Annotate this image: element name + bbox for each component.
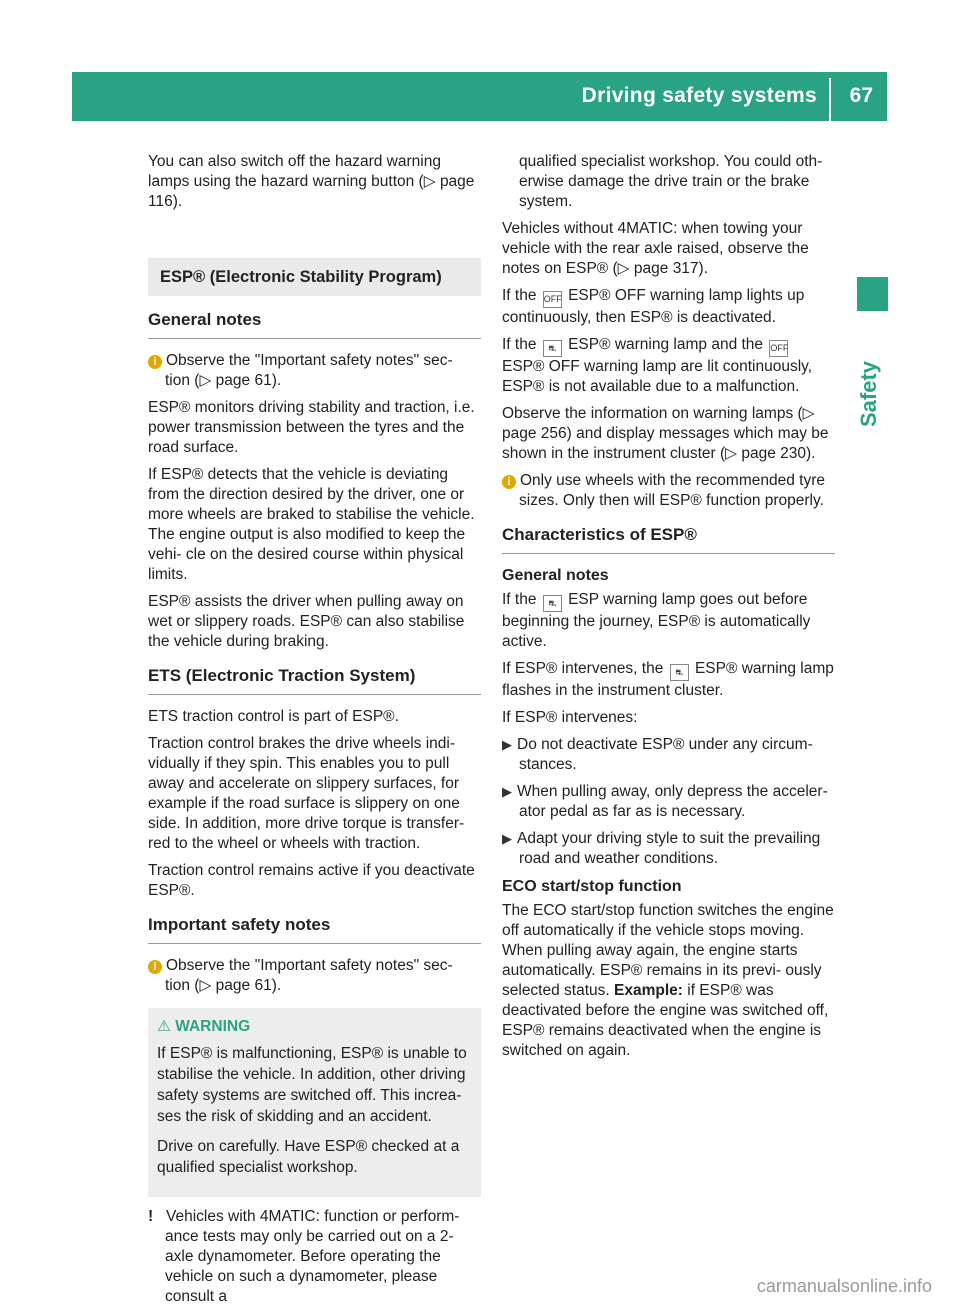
warning-triangle-icon: ⚠ — [157, 1018, 171, 1035]
list-item: ▶ Adapt your driving style to suit the prevailing road and weather conditions. — [502, 830, 821, 867]
skid-car-lamp-icon: ⛐ — [543, 340, 562, 357]
info-note: i Observe the "Important safety notes" sec- tion (▷ page 61). — [148, 351, 481, 391]
right-column — [502, 152, 835, 1068]
side-tab-label: Safety — [856, 360, 881, 427]
list-item: ▶ When pulling away, only depress the acceler- ator pedal as far as is necessary. — [502, 783, 828, 820]
paragraph: ESP® assists the driver when pulling away on wet or slippery roads. ESP® can also stabilise the vehicle during braking. — [148, 593, 465, 650]
side-tab-block — [857, 277, 888, 311]
paragraph: If the OFF ESP® OFF warning lamp lights up continuously, then ESP® is deactivated. — [502, 287, 805, 326]
esp-chapter-heading: ESP® (Electronic Stability Program) — [148, 258, 481, 296]
paragraph: If ESP® detects that the vehicle is deviating from the direction desired by the driver, one or more wheels are braked to stabilise the vehicle. The engine output is also modified to keep the vehi- cle on the desired course within physical limits. — [148, 466, 475, 583]
warning-text: If ESP® is malfunctioning, ESP® is unable to stabilise the vehicle. In addition, other driving safety systems are switched off. This increa- ses the risk of skidding and an accident. — [157, 1045, 467, 1125]
warning-box — [148, 1008, 481, 1197]
paragraph: Traction control brakes the drive wheels indi- vidually if they spin. This enables you to pull away and accelerate on slippery surfaces, for example if the road surface is slippery on one side. In addition, more drive torque is transfer- red to the wheel or wheels with traction. — [148, 735, 465, 852]
paragraph: Vehicles without 4MATIC: when towing your vehicle with the rear axle raised, observe the notes on ESP® (▷ page 317). — [502, 220, 809, 277]
section-title: Driving safety systems — [581, 84, 817, 107]
hazard-paragraph: You can also switch off the hazard warning lamps using the hazard warning button (▷ page 116). — [148, 153, 475, 210]
info-note: i Only use wheels with the recommended tyre sizes. Only then will ESP® function properly. — [502, 471, 835, 511]
paragraph: Traction control remains active if you deactivate ESP®. — [148, 862, 475, 899]
header-separator — [829, 78, 831, 121]
page-header — [72, 72, 887, 121]
info-icon: i — [502, 475, 516, 489]
continued-note: qualified specialist workshop. You could oth- erwise damage the drive train or the brake system. — [519, 153, 823, 210]
characteristics-heading: Characteristics of ESP® — [502, 525, 835, 554]
general-notes-heading: General notes — [148, 310, 481, 339]
paragraph: If the ⛐ ESP® warning lamp and the OFF ESP® OFF warning lamp are lit continuously, ESP® is not available due to a malfunction. — [502, 336, 813, 395]
watermark: carmanualsonline.info — [756, 1276, 932, 1296]
paragraph: If the ⛐ ESP warning lamp goes out before beginning the journey, ESP® is automatically active. — [502, 591, 811, 650]
chevron-right-icon: ▶ — [502, 737, 512, 752]
info-note: i Observe the "Important safety notes" sec- tion (▷ page 61). — [148, 956, 481, 996]
skid-car-lamp-icon: ⛐ — [670, 664, 689, 681]
list-item: ▶ Do not deactivate ESP® under any circum- stances. — [502, 736, 813, 773]
warning-title: ⚠ WARNING — [157, 1018, 251, 1035]
paragraph: If ESP® intervenes, the ⛐ ESP® warning lamp flashes in the instrument cluster. — [502, 660, 834, 699]
paragraph: ETS traction control is part of ESP®. — [148, 708, 399, 725]
general-notes-subheading: General notes — [502, 567, 609, 584]
paragraph: The ECO start/stop function switches the engine off automatically if the vehicle stops moving. When pulling away again, the engine starts automatically. ESP® remains in its previ- ously selected status. Example: if ESP® was deactivated before the engine was switched off, ESP® remains deactivated when the engine is switched on again. — [502, 902, 834, 1059]
chevron-right-icon: ▶ — [502, 831, 512, 846]
ets-heading: ETS (Electronic Traction System) — [148, 666, 481, 695]
chevron-right-icon: ▶ — [502, 784, 512, 799]
left-column — [148, 152, 481, 1314]
page-number: 67 — [849, 84, 873, 107]
side-tab — [857, 127, 888, 1165]
exclamation-icon: ! — [148, 1208, 154, 1225]
info-icon: i — [148, 960, 162, 974]
esp-off-lamp-icon: OFF — [769, 340, 788, 357]
paragraph: ESP® monitors driving stability and traction, i.e. power transmission between the tyres and the road surface. — [148, 399, 475, 456]
info-icon: i — [148, 355, 162, 369]
eco-heading: ECO start/stop function — [502, 878, 682, 895]
esp-off-lamp-icon: OFF — [543, 291, 562, 308]
caution-note: ! Vehicles with 4MATIC: function or perform- ance tests may only be carried out on a 2-axle dynamometer. Before operating the vehicle on such a dynamometer, please consult a — [148, 1208, 460, 1305]
important-safety-heading: Important safety notes — [148, 915, 481, 944]
warning-text: Drive on carefully. Have ESP® checked at a qualified specialist workshop. — [157, 1138, 460, 1176]
skid-car-lamp-icon: ⛐ — [543, 595, 562, 612]
paragraph: Observe the information on warning lamps (▷ page 256) and display messages which may be shown in the instrument cluster (▷ page 230). — [502, 405, 829, 462]
paragraph: If ESP® intervenes: — [502, 709, 638, 726]
